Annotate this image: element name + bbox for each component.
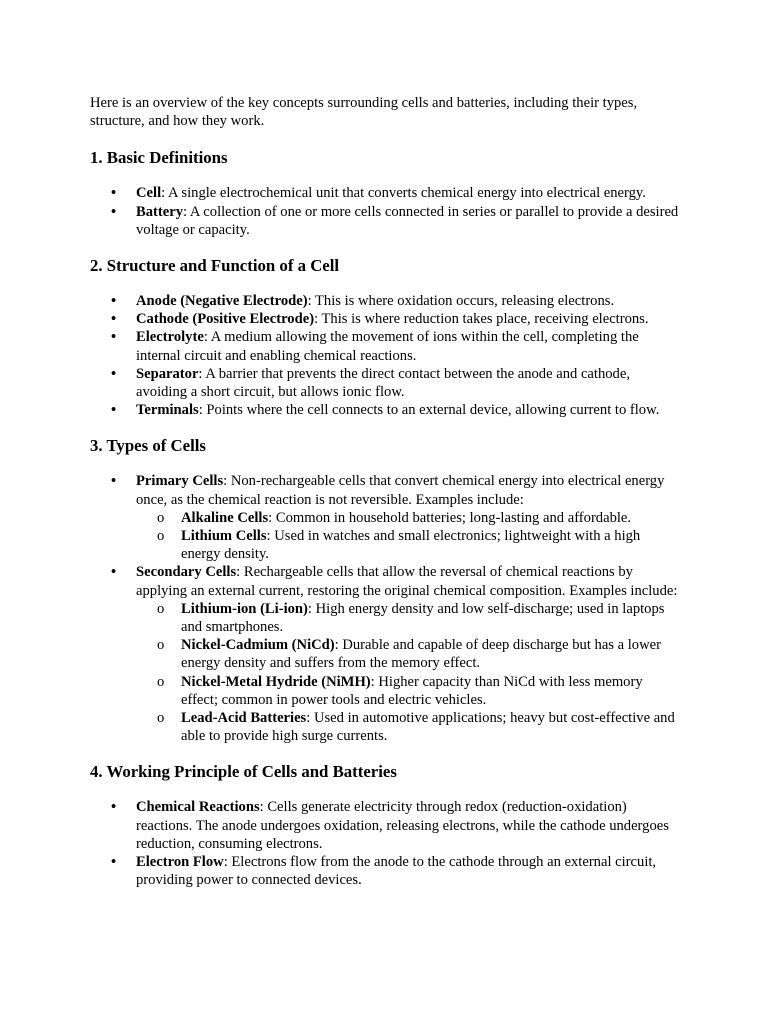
list-item (90, 328, 682, 364)
hollow-bullet-icon: o (157, 673, 165, 690)
list-item (90, 310, 682, 328)
section-heading: 1. Basic Definitions (90, 148, 228, 168)
bullet-icon: • (111, 185, 117, 202)
sub-list-item (136, 636, 682, 672)
sub-list-item (136, 600, 682, 636)
bullet-icon: • (111, 799, 117, 816)
list-item (90, 292, 682, 310)
list-item (90, 472, 682, 563)
sub-list (136, 509, 682, 564)
subitem-term: Nickel-Metal Hydride (NiMH) (181, 673, 371, 690)
hollow-bullet-icon: o (157, 637, 165, 654)
item-term: Secondary Cells (136, 564, 237, 581)
bullet-icon: • (111, 854, 117, 871)
list-item (90, 798, 682, 853)
item-text: : Cells generate electricity through redox (reduction-oxidation) reactions. The anode undergoes oxidation, releasing electrons, while the cathode undergoes reduction, consuming electrons. (136, 799, 669, 852)
document-page (90, 94, 682, 907)
list-item (90, 365, 682, 401)
subitem-text: : Common in household batteries; long-lasting and affordable. (268, 509, 632, 526)
subitem-term: Nickel-Cadmium (NiCd) (181, 637, 335, 654)
hollow-bullet-icon: o (157, 710, 165, 727)
bullet-list (90, 472, 682, 745)
subitem-term: Alkaline Cells (181, 509, 269, 526)
bullet-icon: • (111, 473, 117, 490)
item-term: Electrolyte (136, 329, 204, 346)
bullet-list (90, 292, 682, 419)
subitem-term: Lithium-ion (Li-ion) (181, 600, 308, 617)
subitem-text: : Used in automotive applications; heavy but cost-effective and able to provide high surge currents. (181, 710, 675, 745)
item-text: : This is where reduction takes place, receiving electrons. (314, 311, 649, 328)
hollow-bullet-icon: o (157, 509, 165, 526)
sub-list-item (136, 509, 682, 527)
item-text: : A collection of one or more cells connected in series or parallel to provide a desired voltage or capacity. (136, 203, 679, 238)
item-term: Cell (136, 185, 162, 202)
item-text: : This is where oxidation occurs, releasing electrons. (307, 293, 615, 310)
sub-list-item (136, 709, 682, 745)
list-item (90, 401, 682, 419)
subitem-text: : High energy density and low self-discharge; used in laptops and smartphones. (181, 600, 665, 636)
item-text: : A barrier that prevents the direct contact between the anode and cathode, avoiding a short circuit, but allows ionic flow. (136, 365, 630, 401)
item-text: : Electrons flow from the anode to the cathode through an external circuit, providing power to connected devices. (136, 854, 657, 889)
item-term: Primary Cells (136, 473, 224, 490)
hollow-bullet-icon: o (157, 600, 165, 617)
section-heading: 2. Structure and Function of a Cell (90, 256, 340, 276)
item-term: Separator (136, 365, 199, 382)
section-heading: 4. Working Principle of Cells and Batteries (90, 762, 397, 782)
subitem-text: : Higher capacity than NiCd with less memory effect; common in power tools and electric vehicles. (181, 673, 643, 708)
bullet-icon: • (111, 293, 117, 310)
bullet-icon: • (111, 329, 117, 346)
section-heading: 3. Types of Cells (90, 436, 206, 456)
bullet-list (90, 184, 682, 239)
list-item (90, 853, 682, 889)
item-term: Cathode (Positive Electrode) (136, 311, 315, 328)
subitem-text: : Durable and capable of deep discharge but has a lower energy density and suffers from the memory effect. (181, 637, 661, 672)
item-term: Anode (Negative Electrode) (136, 293, 308, 310)
bullet-icon: • (111, 564, 117, 581)
sub-list-item (136, 527, 682, 563)
item-text: : Points where the cell connects to an external device, allowing current to flow. (198, 402, 660, 419)
hollow-bullet-icon: o (157, 528, 165, 545)
subitem-text: : Used in watches and small electronics; lightweight with a high energy density. (181, 528, 641, 563)
item-text: : Rechargeable cells that allow the reversal of chemical reactions by applying an external current, restoring the original chemical composition. Examples include: (136, 564, 678, 599)
sub-list-item (136, 673, 682, 709)
bullet-icon: • (111, 203, 117, 220)
bullet-icon: • (111, 311, 117, 328)
bullet-list (90, 798, 682, 889)
item-term: Electron Flow (136, 854, 224, 871)
item-term: Battery (136, 203, 184, 220)
item-text: : Non-rechargeable cells that convert chemical energy into electrical energy once, as the chemical reaction is not reversible. Examples include: (136, 473, 665, 508)
list-item (90, 203, 682, 239)
item-term: Chemical Reactions (136, 799, 260, 816)
subitem-term: Lead-Acid Batteries (181, 710, 307, 727)
bullet-icon: • (111, 402, 117, 419)
item-term: Terminals (136, 402, 199, 419)
sub-list (136, 600, 682, 746)
bullet-icon: • (111, 365, 117, 382)
item-text: : A medium allowing the movement of ions within the cell, completing the internal circuit and enabling chemical reactions. (136, 329, 639, 364)
item-text: : A single electrochemical unit that converts chemical energy into electrical energy. (161, 185, 646, 202)
list-item (90, 184, 682, 202)
intro-paragraph: Here is an overview of the key concepts surrounding cells and batteries, including their types, structure, and how they work. (90, 95, 638, 130)
list-item (90, 563, 682, 745)
subitem-term: Lithium Cells (181, 528, 267, 545)
